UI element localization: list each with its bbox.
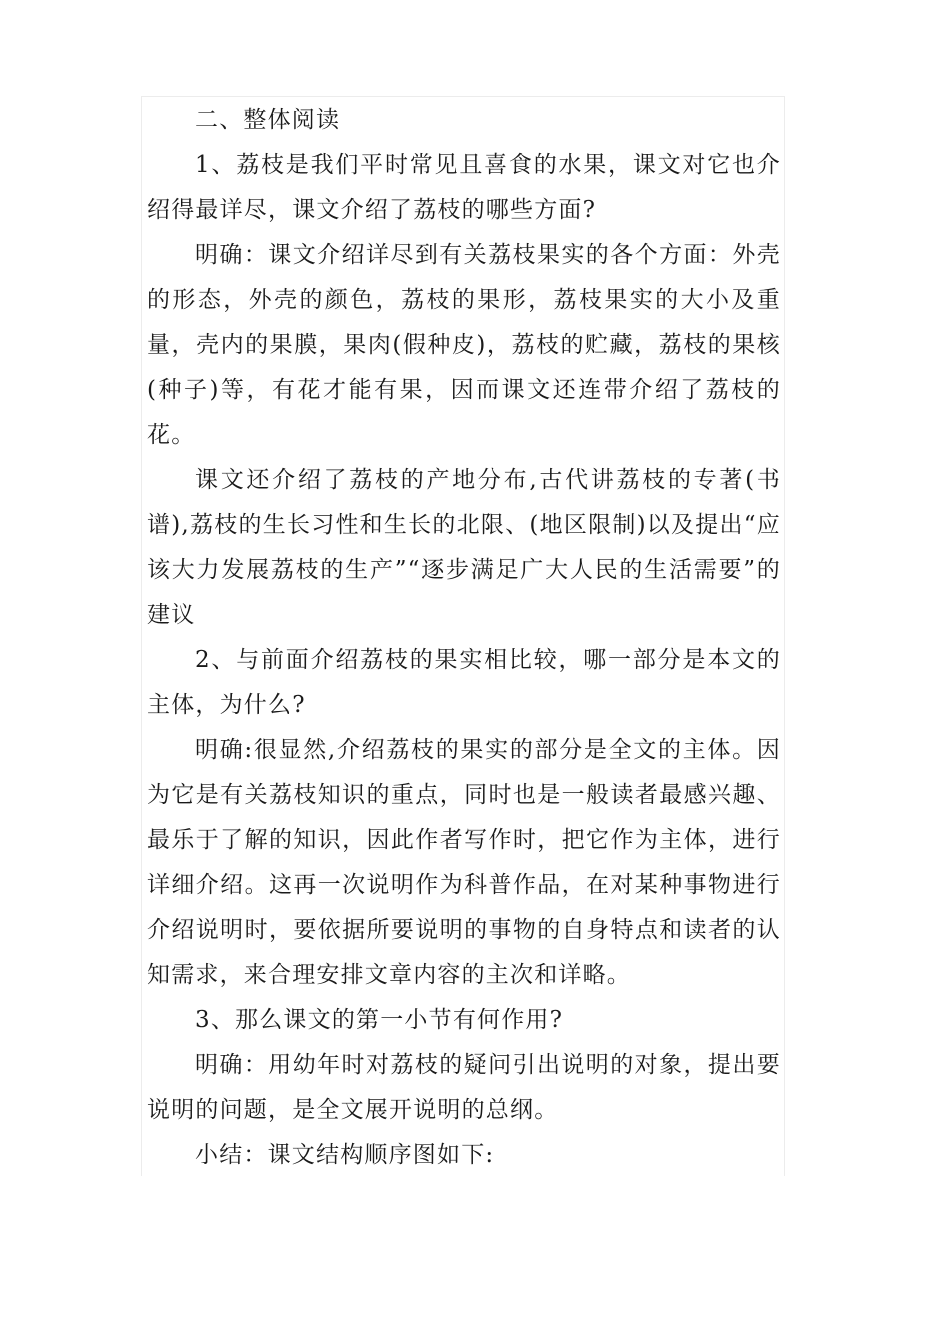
answer-1-continued: 课文还介绍了荔枝的产地分布,古代讲荔枝的专著(书谱),荔枝的生长习性和生长的北限、(地区限制)以及提出“应该大力发展荔枝的生产”“逐步满足广大人民的生活需要”的建议 xyxy=(147,467,781,628)
question-2: 2、与前面介绍荔枝的果实相比较，哪一部分是本文的主体，为什么? xyxy=(147,647,781,718)
answer-1: 明确：课文介绍详尽到有关荔枝果实的各个方面：外壳的形态，外壳的颜色，荔枝的果形，荔枝果实的大小及重量，壳内的果膜，果肉(假种皮)，荔枝的贮藏，荔枝的果核(种子)等，有花才能有果，因而课文还连带介绍了荔枝的花。 xyxy=(147,242,781,448)
answer-2: 明确:很显然,介绍荔枝的果实的部分是全文的主体。因为它是有关荔枝知识的重点，同时也是一般读者最感兴趣、最乐于了解的知识，因此作者写作时，把它作为主体，进行详细介绍。这再一次说明作为科普作品，在对某种事物进行介绍说明时，要依据所要说明的事物的自身特点和读者的认知需求，来合理安排文章内容的主次和详略。 xyxy=(147,737,781,988)
document-body xyxy=(147,98,781,1178)
answer-3: 明确：用幼年时对荔枝的疑问引出说明的对象，提出要说明的问题，是全文展开说明的总纲。 xyxy=(147,1052,781,1123)
question-1: 1、荔枝是我们平时常见且喜食的水果，课文对它也介绍得最详尽，课文介绍了荔枝的哪些方面? xyxy=(147,152,781,223)
question-3: 3、那么课文的第一小节有何作用? xyxy=(195,1007,564,1033)
section-heading: 二、整体阅读 xyxy=(195,107,341,133)
summary: 小结：课文结构顺序图如下: xyxy=(195,1142,495,1168)
